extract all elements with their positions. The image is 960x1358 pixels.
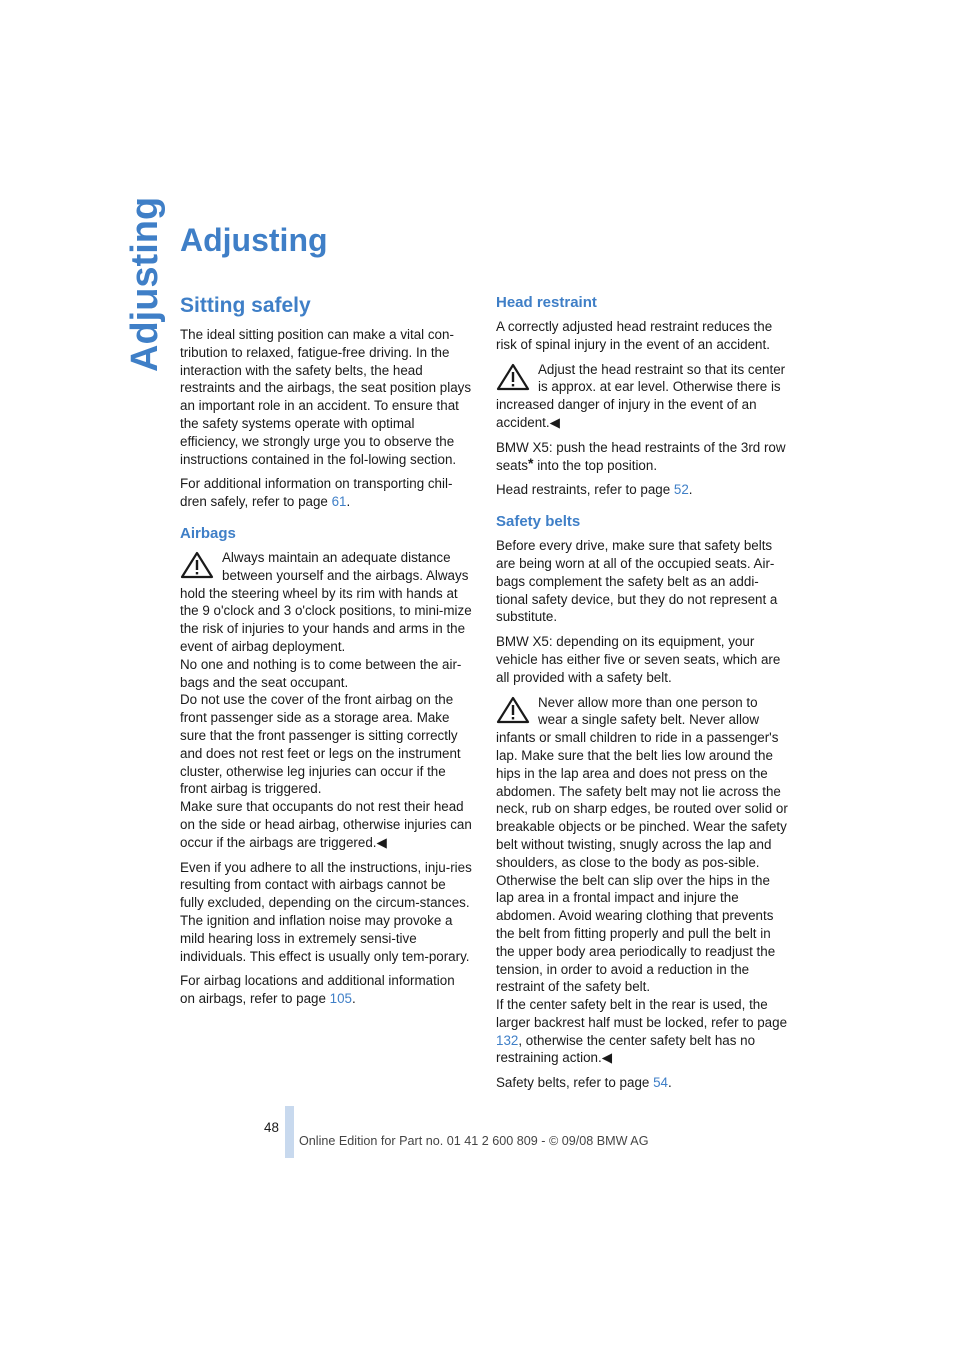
period: . xyxy=(667,1075,672,1091)
airbags-location-text: For airbag locations and additional information on airbags, refer to page xyxy=(180,973,455,1007)
safety-belts-warning-text-3: , otherwise the center safety belt has no restraining action. xyxy=(496,1032,756,1066)
airbags-warning-text-3: Do not use the cover of the front airbag on the front passenger side as a storage area. Make sure that the front passenger is sitting correctly and does not rest feet or legs on the instrument cluster, otherwise leg injuries can occur if the front airbag is triggered. xyxy=(180,692,461,797)
head-restraint-reference xyxy=(496,481,788,499)
head-restraint-x5 xyxy=(496,439,788,475)
airbags-heading: Airbags xyxy=(180,524,236,542)
page-link-105[interactable]: 105 xyxy=(329,991,352,1007)
sitting-safely-heading: Sitting safely xyxy=(180,294,311,317)
children-reference-text: For additional information on transporting chil-dren safely, refer to page xyxy=(180,476,453,510)
x5-text: BMW X5: push the head restraints of the 3rd row seats xyxy=(496,439,786,473)
airbags-noise-text: Even if you adhere to all the instructions, inju-ries resulting from contact with airbags cannot be fully excluded, depending on the circum-stances. The ignition and inflation noise may provoke a mild hearing loss in extremely sensi-tive individuals. This effect is usually only tem-porary. xyxy=(180,859,472,964)
page-link-61[interactable]: 61 xyxy=(331,494,347,510)
end-marker: ◀ xyxy=(601,1050,613,1066)
left-column xyxy=(180,294,472,1015)
safety-belts-warning xyxy=(496,694,788,1068)
head-restraint-warning-text: Adjust the head restraint so that its center is approx. at ear level. Otherwise there is increased danger of injury in the event of an accident. xyxy=(496,361,786,430)
safety-belts-warning-text-2: If the center safety belt in the rear is used, the larger backrest half must be locked, refer to page xyxy=(496,997,788,1030)
footer-accent-bar xyxy=(285,1106,294,1158)
airbags-location-reference xyxy=(180,972,472,1008)
head-restraint-reference-text: Head restraints, refer to page xyxy=(496,482,674,498)
head-restraint-heading: Head restraint xyxy=(496,294,597,311)
optional-equipment-star: * xyxy=(528,454,534,471)
page-title: Adjusting xyxy=(180,222,328,258)
safety-belts-reference-text: Safety belts, refer to page xyxy=(496,1075,654,1091)
page-link-132[interactable]: 132 xyxy=(496,1032,519,1048)
warning-triangle-icon xyxy=(496,363,530,391)
head-restraint-intro: A correctly adjusted head restraint reduces the risk of spinal injury in the event of an accident. xyxy=(496,319,773,352)
period: . xyxy=(351,991,356,1007)
safety-belts-intro: Before every drive, make sure that safety belts are being worn at all of the occupied seats. Air-bags complement the safety belt as an addi-tional safety device, but they do not represent a substitute. xyxy=(496,538,778,625)
side-section-tab: Adjusting xyxy=(124,196,166,372)
edition-footer: Online Edition for Part no. 01 41 2 600 809 - © 09/08 BMW AG xyxy=(299,1134,649,1148)
safety-belts-warning-text-1: Never allow more than one person to wear a single safety belt. Never allow infants or small children to ride in a passenger's lap. Make sure that the belt lies low around the hips in the lap area and does not press on the abdomen. The safety belt may not lie across the neck, rub on sharp edges, be routed over solid or breakable objects or be pinched. Wear the safety belt without twisting, snugly across the lap and shoulders, as close to the body as pos-sible. Otherwise the belt can slip over the hips in the lap area in a frontal impact and injure the abdomen. Avoid wearing clothing that prevents the belt from fitting properly and pull the belt in the upper body area periodically to readjust the tension, in order to avoid a reduction in the restraint of the safety belt. xyxy=(496,694,788,995)
warning-triangle-icon xyxy=(180,551,214,579)
airbags-warning-text-4: Make sure that occupants do not rest their head on the side or head airbag, otherwise injuries can occur if the airbags are triggered. xyxy=(180,799,472,850)
x5-text-end: into the top position. xyxy=(533,457,658,473)
page-link-54[interactable]: 54 xyxy=(653,1075,668,1091)
safety-belts-heading: Safety belts xyxy=(496,513,581,531)
safety-belts-x5: BMW X5: depending on its equipment, your vehicle has either five or seven seats, which are all provided with a safety belt. xyxy=(496,634,781,685)
safety-belts-reference xyxy=(496,1074,788,1092)
page-number: 48 xyxy=(264,1120,279,1135)
end-marker: ◀ xyxy=(549,414,560,430)
airbags-warning xyxy=(180,549,472,852)
airbags-warning-text-1: Always maintain an adequate distance between yourself and the airbags. Always hold the steering wheel by its rim with hands at the 9 o'clock and 3 o'clock positions, to mini-mize the risk of injuries to your hands and arms in the event of airbag deployment. xyxy=(180,549,472,654)
airbags-warning-text-2: No one and nothing is to come between the air-bags and the seat occupant. xyxy=(180,656,462,690)
sitting-intro: The ideal sitting position can make a vital con-tribution to relaxed, fatigue-free driving. In the interaction with the safety belts, the head restraints and the airbags, the seat position plays an important role in an accident. To ensure that the safety systems operate with optimal efficiency, we strongly urge you to observe the instructions contained in the fol-lowing section. xyxy=(180,327,472,467)
right-column xyxy=(496,294,788,1099)
end-marker: ◀ xyxy=(376,834,387,850)
period: . xyxy=(688,482,693,498)
page-link-52[interactable]: 52 xyxy=(673,482,689,498)
period: . xyxy=(346,494,351,510)
children-reference xyxy=(180,475,472,511)
warning-triangle-icon xyxy=(496,696,530,724)
head-restraint-warning xyxy=(496,361,788,432)
